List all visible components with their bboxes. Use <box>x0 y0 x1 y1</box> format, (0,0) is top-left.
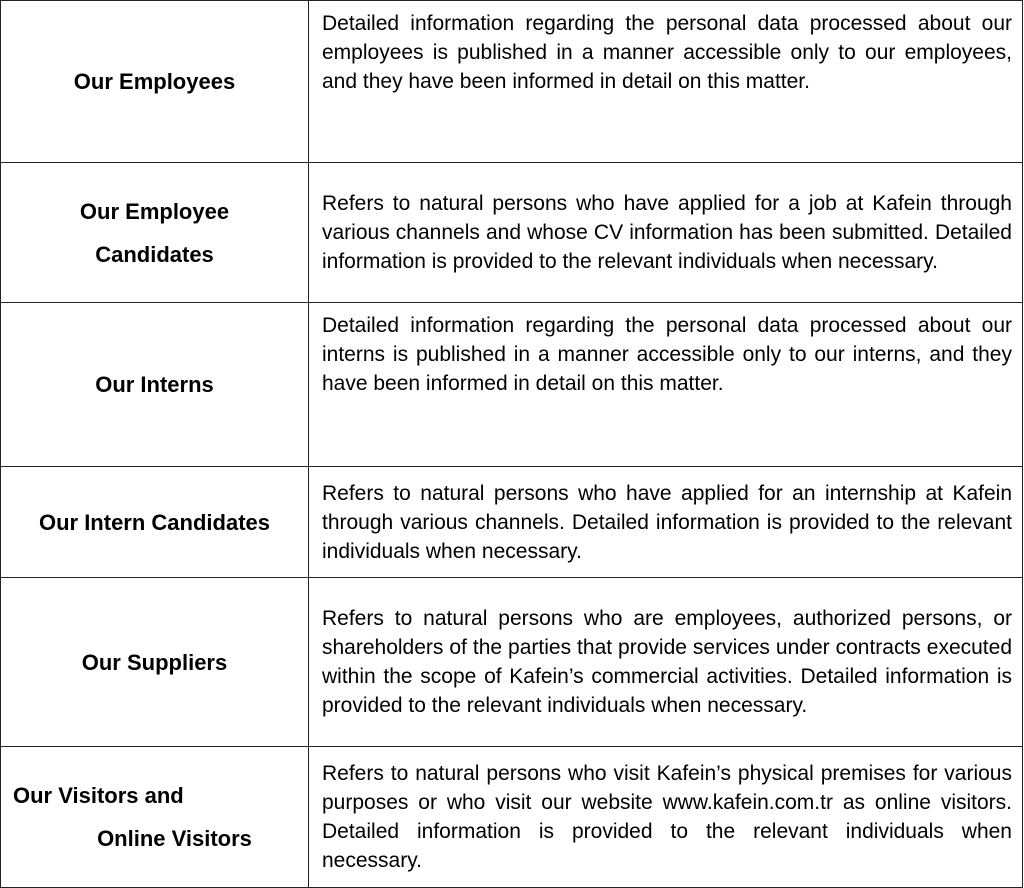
description-text: Detailed information regarding the personal data processed about our interns is published in a manner accessible only to our interns, and they have been informed in detail on this matter. <box>322 314 1012 395</box>
category-cell <box>1 467 309 578</box>
table-row <box>1 578 1023 747</box>
description-cell <box>309 747 1023 888</box>
category-label: Our Interns <box>95 372 214 397</box>
category-label-line1: Our Visitors and <box>13 783 184 808</box>
description-cell <box>309 163 1023 303</box>
table-row <box>1 747 1023 888</box>
category-cell <box>1 303 309 467</box>
description-text: Refers to natural persons who visit Kafein’s physical premises for various purposes or who visit our website www.kafein.com.tr as online visitors. Detailed information is provided to the relevant individuals when necessary. <box>322 762 1012 872</box>
description-text: Refers to natural persons who are employees, authorized persons, or shareholders of the parties that provide services under contracts executed within the scope of Kafein’s commercial activities. Detailed information is provided to the relevant individuals when necessary. <box>322 607 1012 717</box>
category-label: Our Employees <box>73 69 236 94</box>
table-row <box>1 163 1023 303</box>
category-label-line2: Online Visitors <box>97 826 252 851</box>
description-text: Detailed information regarding the personal data processed about our employees is published in a manner accessible only to our employees, and they have been informed in detail on this matter. <box>322 12 1012 93</box>
category-label-line2: Candidates <box>95 241 214 267</box>
category-cell <box>1 747 309 888</box>
table-row <box>1 1 1023 163</box>
description-text: Refers to natural persons who have applied for a job at Kafein through various channels and whose CV information has been submitted. Detailed information is provided to the relevant individuals when necessary. <box>322 192 1012 273</box>
category-cell <box>1 163 309 303</box>
description-text: Refers to natural persons who have applied for an internship at Kafein through various channels. Detailed information is provided to the relevant individuals when necessary. <box>322 481 1012 563</box>
description-cell <box>309 303 1023 467</box>
description-cell <box>309 467 1023 578</box>
table-row <box>1 303 1023 467</box>
category-cell <box>1 578 309 747</box>
category-label: Our Suppliers <box>81 649 228 675</box>
description-cell <box>309 1 1023 163</box>
description-cell <box>309 578 1023 747</box>
category-cell <box>1 1 309 163</box>
table-row <box>1 467 1023 578</box>
category-label-line1: Our Employee <box>79 198 230 224</box>
category-label: Our Intern Candidates <box>38 509 271 535</box>
